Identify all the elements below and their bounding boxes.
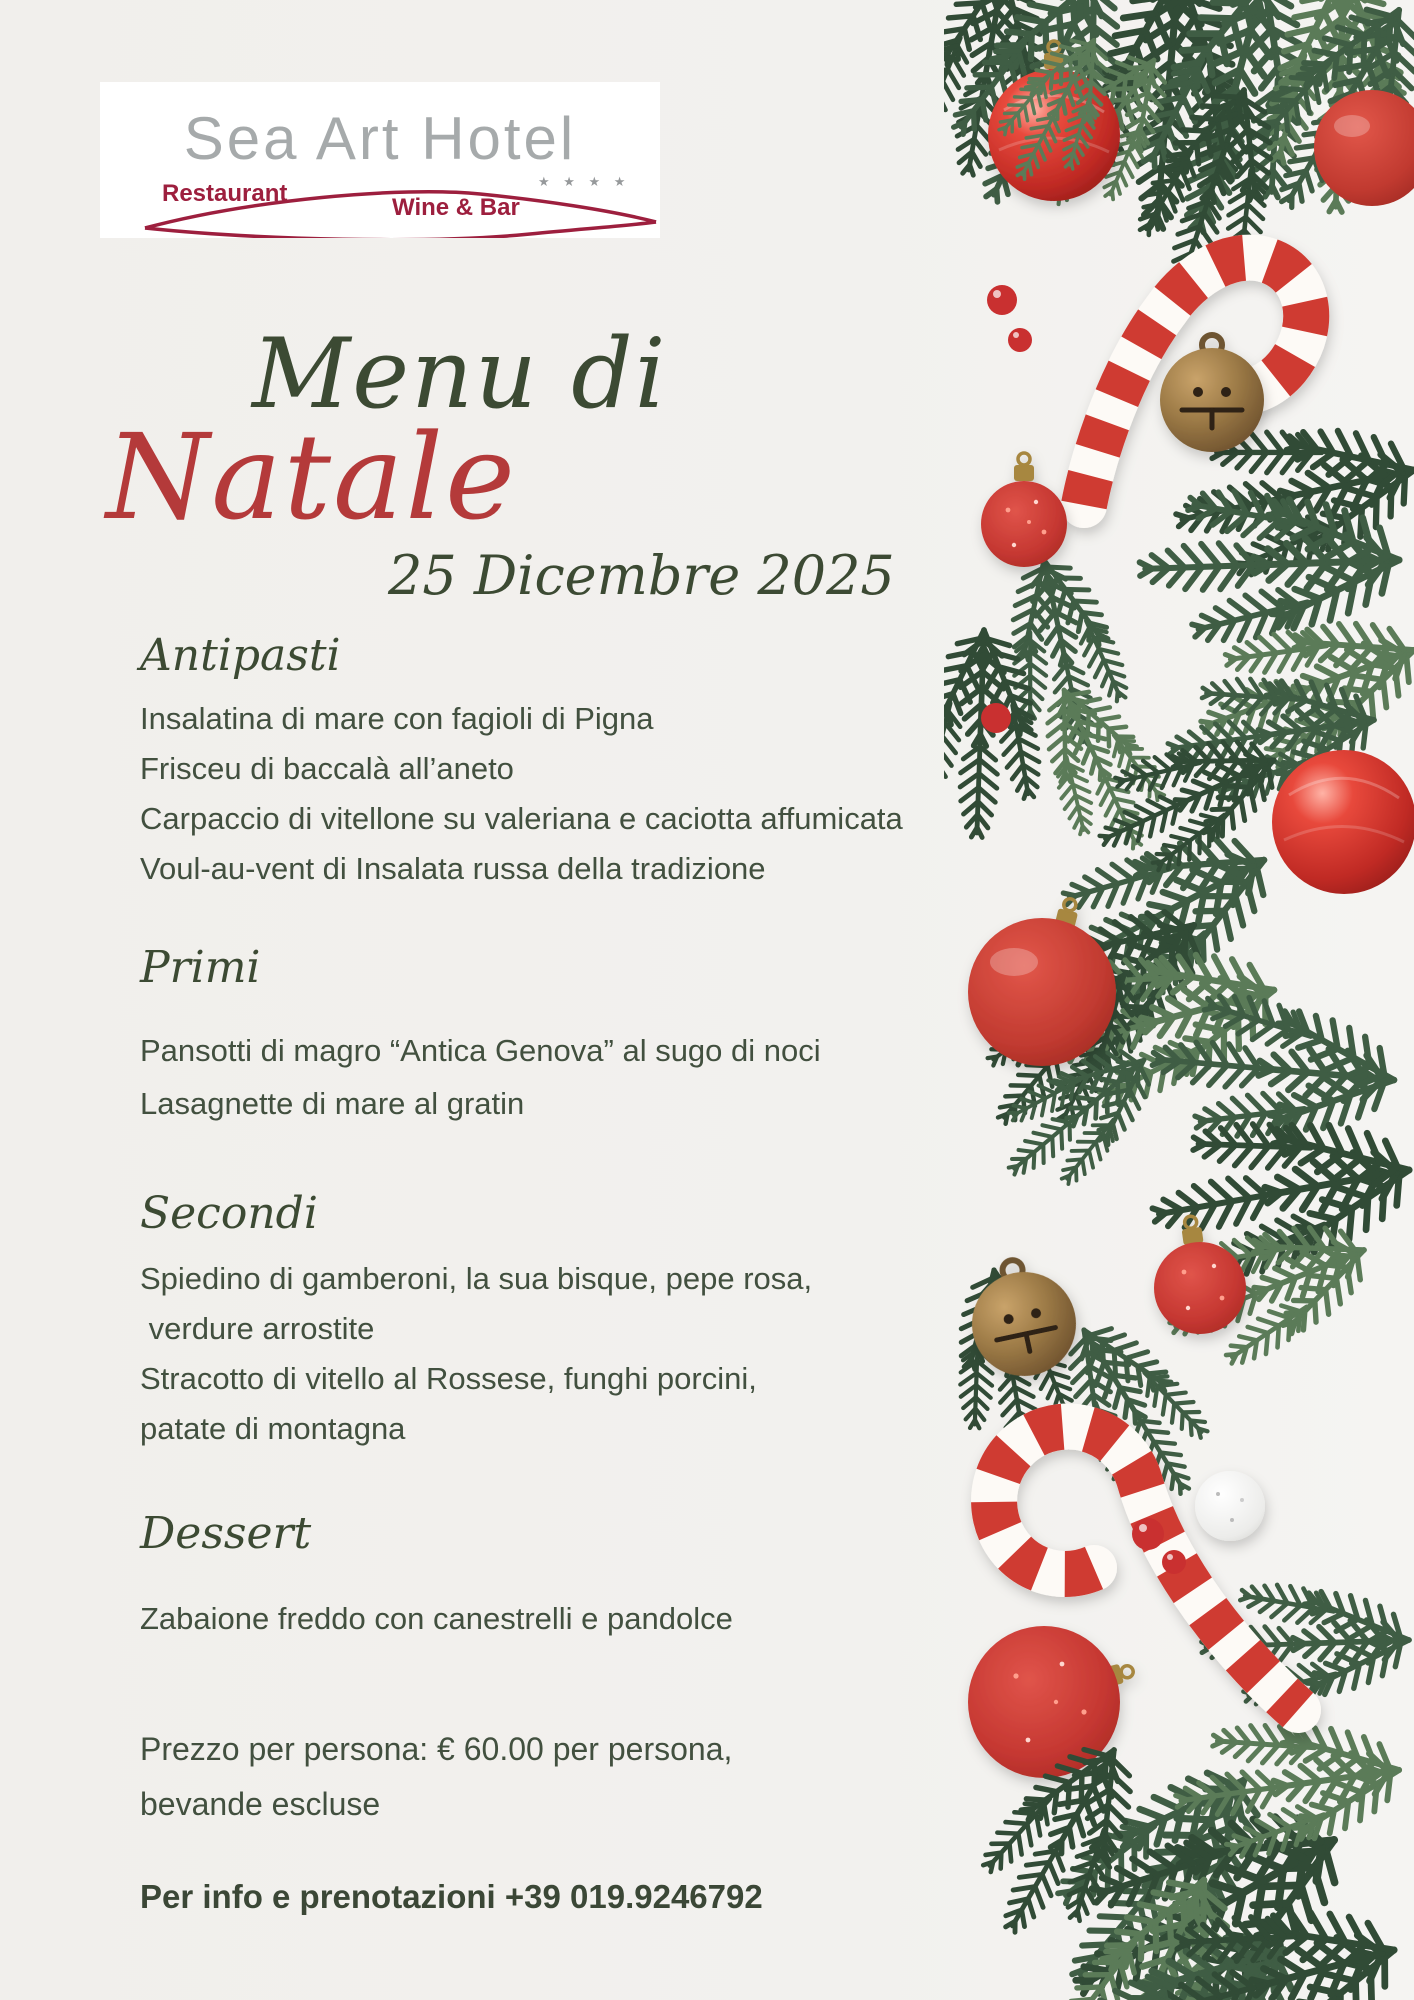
menu-item: Pansotti di magro “Antica Genova” al sugo di noci [140, 1033, 821, 1068]
menu-item: Lasagnette di mare al gratin [140, 1086, 525, 1121]
red-bauble-icon-right [1272, 750, 1414, 894]
menu-item: Carpaccio di vitellone su valeriana e caciotta affumicata [140, 801, 903, 836]
logo-swoosh-icon [100, 82, 660, 238]
hotel-name: Sea Art Hotel [183, 105, 577, 172]
section-heading-primi: Primi [140, 942, 261, 993]
menu-item: Spiedino di gamberoni, la sua bisque, pepe rosa, [140, 1261, 813, 1296]
christmas-decoration-strip [944, 0, 1414, 2000]
menu-item: Stracotto di vitello al Rossese, funghi porcini, [140, 1361, 757, 1396]
logo-wine-bar-label: Wine & Bar [392, 194, 520, 221]
section-heading-dessert: Dessert [140, 1508, 312, 1559]
menu-date: 25 Dicembre 2025 [388, 544, 895, 607]
section-heading-antipasti: Antipasti [140, 630, 341, 681]
price-line: bevande escluse [140, 1786, 381, 1822]
price-block [140, 1722, 1040, 1832]
logo-restaurant-label: Restaurant [162, 180, 288, 207]
section-items-secondi [140, 1254, 1040, 1454]
red-glitter-ball-icon-top [981, 453, 1067, 567]
jingle-bell-icon-top [1160, 335, 1264, 452]
dark-red-bauble-icon [1314, 90, 1414, 206]
menu-title-line2: Natale [106, 408, 517, 546]
menu-title-line1: Menu di [252, 318, 668, 430]
section-items-dessert [140, 1594, 1040, 1644]
contact-info: Per info e prenotazioni +39 019.9246792 [140, 1878, 763, 1915]
section-items-primi [140, 1024, 1040, 1130]
red-glitter-ball-icon-mid [1154, 1215, 1246, 1334]
menu-item: patate di montagna [140, 1411, 406, 1446]
menu-item: Frisceu di baccalà all’aneto [140, 751, 514, 786]
section-items-antipasti [140, 694, 1040, 894]
red-berries-icon [987, 285, 1032, 352]
star-rating-icons: ★ ★ ★ ★ [538, 174, 631, 189]
menu-item: Voul-au-vent di Insalata russa della tradizione [140, 851, 766, 886]
price-line: Prezzo per persona: € 60.00 per persona, [140, 1731, 733, 1767]
hotel-logo [100, 82, 660, 238]
menu-item: Insalatina di mare con fagioli di Pigna [140, 701, 654, 736]
white-glitter-ball-icon [1195, 1471, 1265, 1541]
menu-item: Zabaione freddo con canestrelli e pandolce [140, 1601, 733, 1636]
section-heading-secondi: Secondi [140, 1188, 318, 1239]
menu-item: verdure arrostite [140, 1311, 375, 1346]
